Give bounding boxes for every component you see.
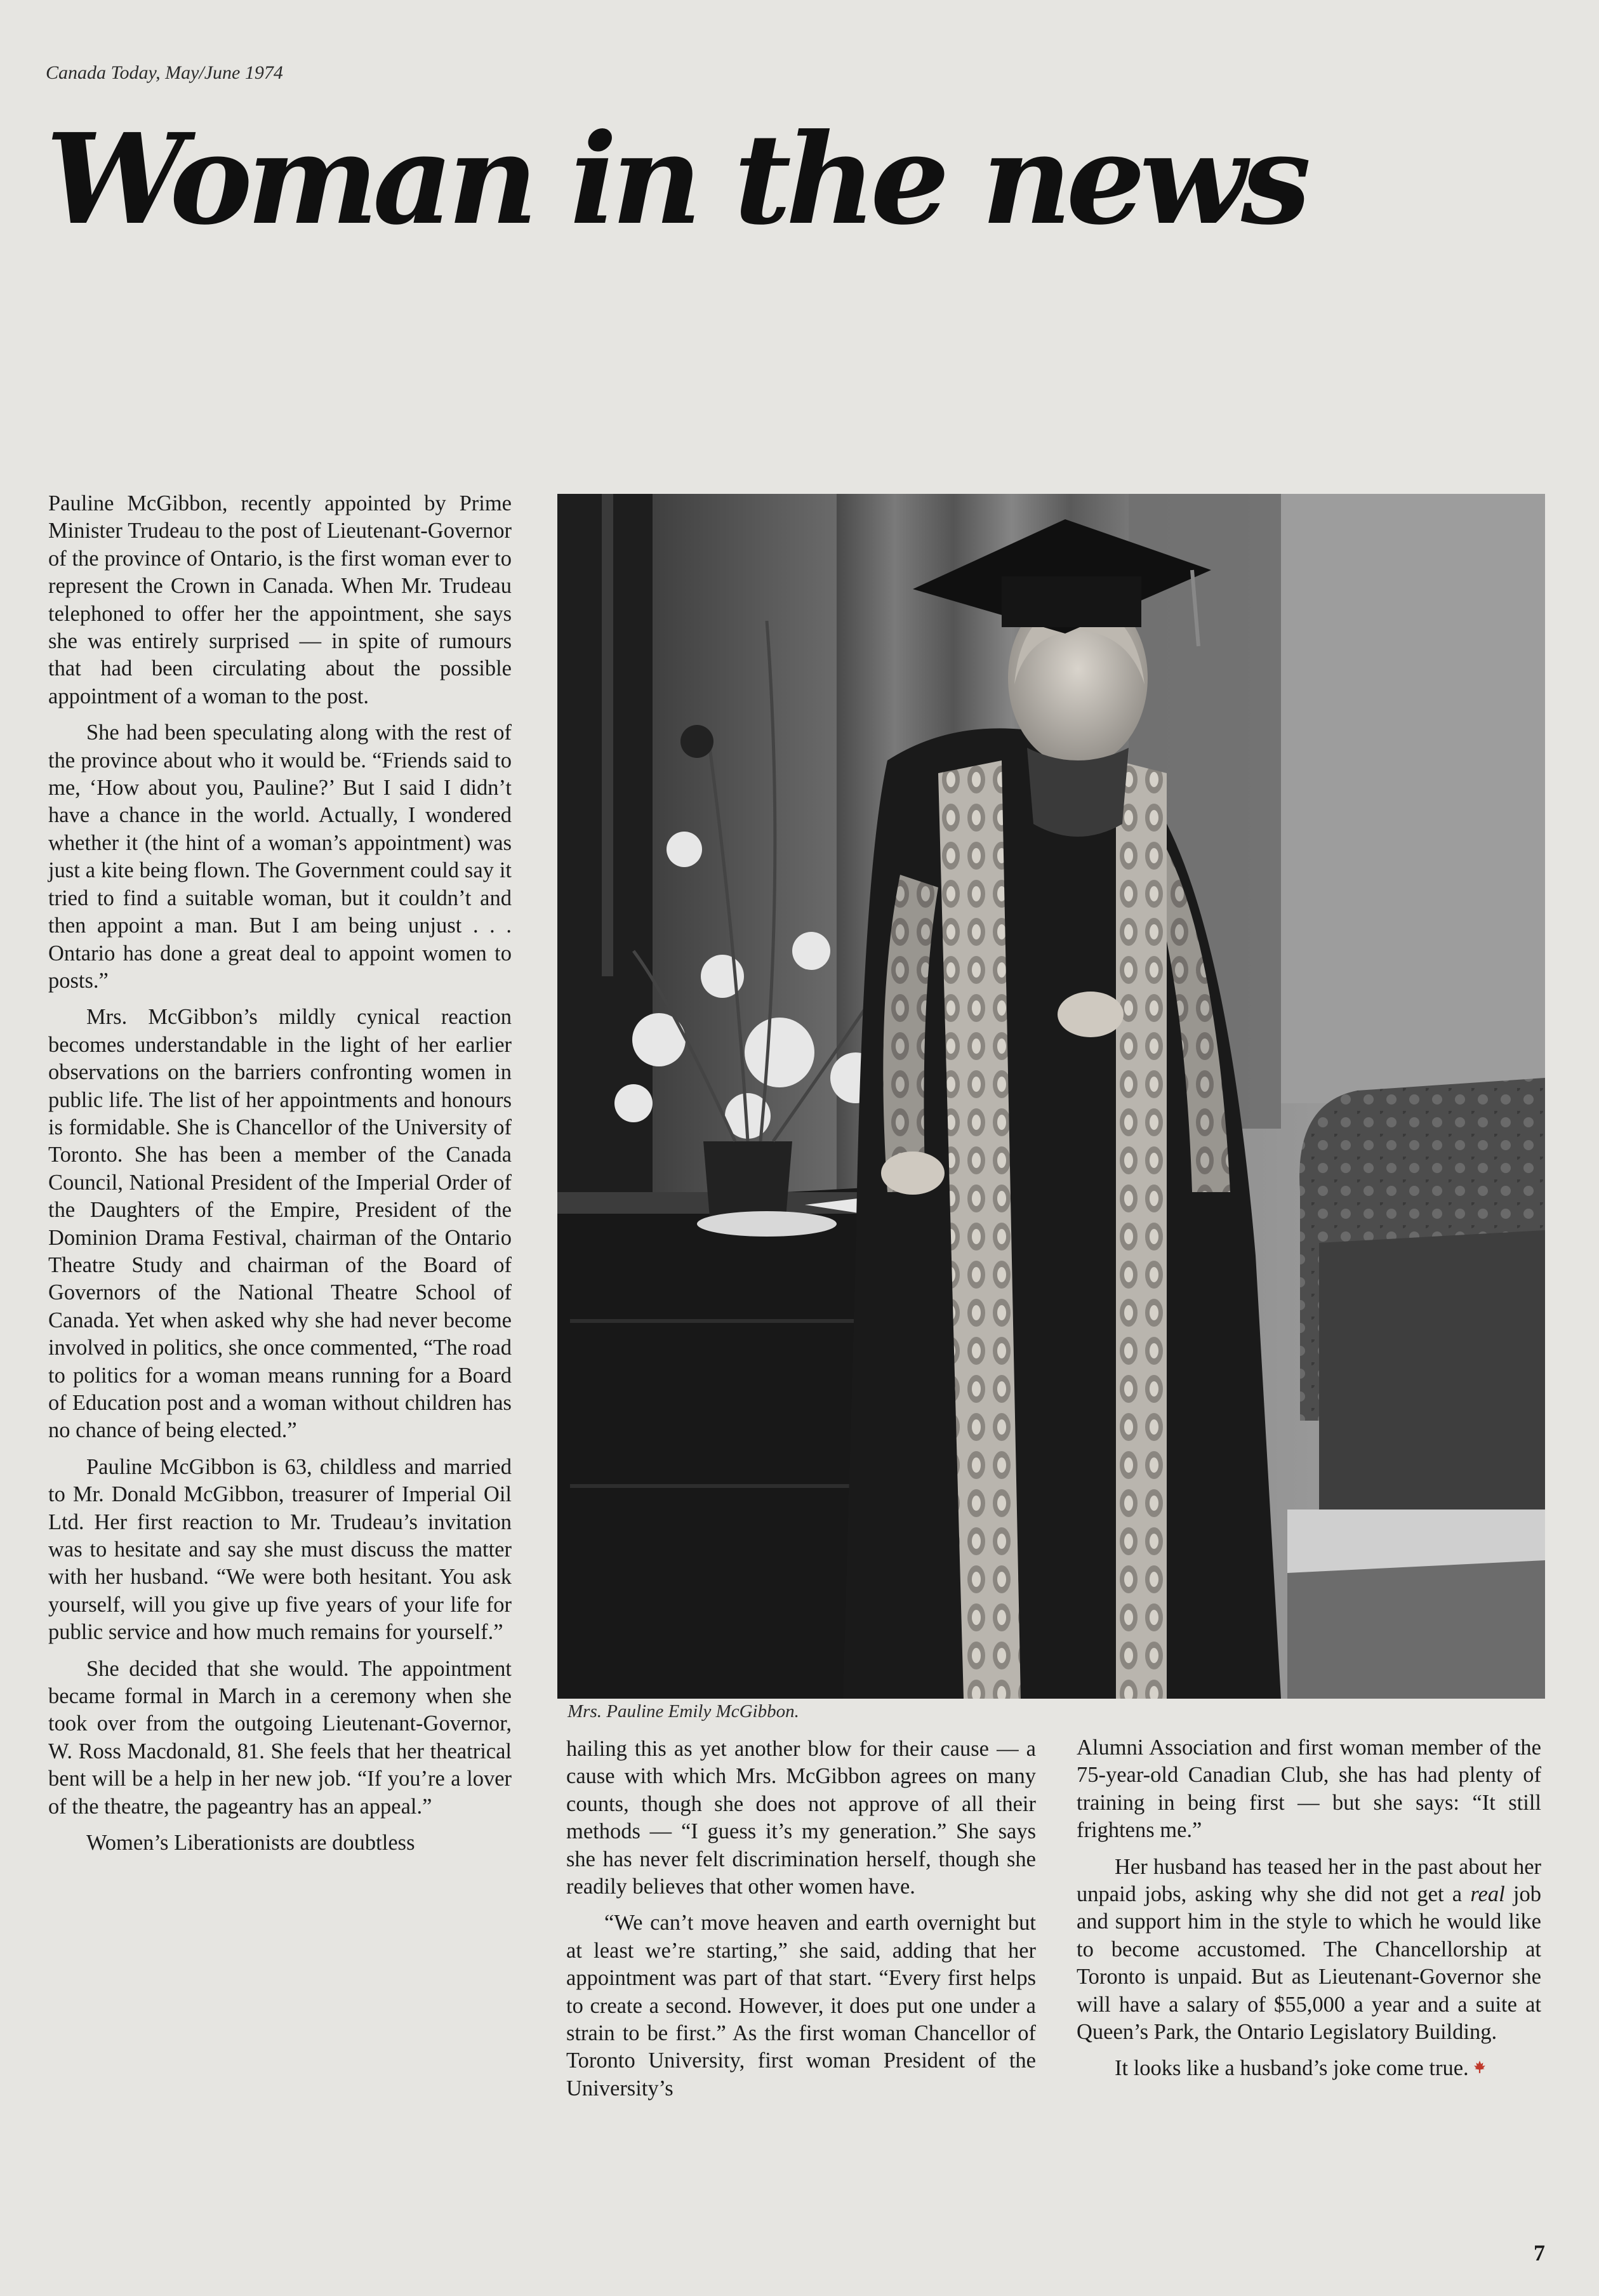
portrait-photo xyxy=(557,494,1545,1699)
paragraph: Pauline McGibbon is 63, childless and married to Mr. Donald McGibbon, treasurer of Imperial Oil Ltd. Her first reaction to Mr. Trudeau’s invitation was to hesitate and say she must discuss the matter with her husband. “We were both hesitant. You ask yourself, will you give up five years of your life for public service and how much remains for yourself.” xyxy=(48,1454,512,1645)
article-column-1 xyxy=(48,490,512,1866)
running-head: Canada Today, May/June 1974 xyxy=(46,62,283,83)
photo-caption: Mrs. Pauline Emily McGibbon. xyxy=(567,1701,799,1722)
paragraph: She decided that she would. The appointment became formal in March in a ceremony when she took over from the outgoing Lieutenant-Governor, W. Ross Macdonald, 81. She feels that her theatrical bent will be a help in her new job. “If you’re a lover of the theatre, the pageantry has an appeal.” xyxy=(48,1656,512,1819)
paragraph: Pauline McGibbon, recently appointed by Prime Minister Trudeau to the post of Lieutenant-Governor of the province of Ontario, is the first woman ever to represent the Crown in Canada. When Mr. Trudeau telephoned to offer her the appointment, she says she was entirely surprised — in spite of rumours that had been circulating about the possible appointment of a woman to the post. xyxy=(48,491,512,708)
paragraph xyxy=(1077,2055,1541,2082)
page-number: 7 xyxy=(1534,2240,1545,2266)
paragraph: Women’s Liberationists are doubtless xyxy=(86,1831,415,1855)
emphasis-real: real xyxy=(1470,1882,1505,1907)
article-column-2 xyxy=(566,1735,1036,2111)
article-column-3 xyxy=(1077,1734,1541,2092)
paragraph: hailing this as yet another blow for their cause — a cause with which Mrs. McGibbon agrees on many counts, though she does not approve of all their methods — “I guess it’s my generation.” She says she has never felt discrimination herself, though she readily believes that other women have. xyxy=(566,1737,1036,1899)
paragraph: “We can’t move heaven and earth overnight but at least we’re starting,” she said, adding that her appointment was part of that start. “Every first helps to create a second. However, it does put one under a strain to be first.” As the first woman Chancellor of Toronto University, first woman President of the University’s xyxy=(566,1911,1036,2100)
paragraph-text: job and support him in the style to which he would like to become accustomed. The Chancellorship at Toronto is unpaid. But as Lieutenant-Governor she will have a salary of $55,000 a year and a suite at Queen’s Park, the Ontario Legislatory Building. xyxy=(1077,1882,1541,2045)
paragraph: Mrs. McGibbon’s mildly cynical reaction becomes understandable in the light of her earlier observations on the barriers confronting women in public life. The list of her appointments and honours is formidable. She is Chancellor of the University of Toronto. She has been a member of the Canada Council, National President of the Imperial Order of the Daughters of the Empire, President of the Dominion Drama Festival, chairman of the Ontario Theatre Study and chairman of the Board of Governors of the National Theatre School of Canada. Yet when asked why she had never become involved in politics, she once commented, “The road to politics for a woman means running for a Board of Education post and a woman without children has no chance of being elected.” xyxy=(48,1005,512,1443)
paragraph xyxy=(1077,1854,1541,2047)
maple-leaf-icon xyxy=(1473,2060,1487,2074)
paragraph: Alumni Association and first woman member of the 75-year-old Canadian Club, she has had plenty of training in being first — but she says: “It still frightens me.” xyxy=(1077,1735,1541,1843)
paragraph-text: Her husband has teased her in the past about her unpaid jobs, asking why she did not get a xyxy=(1077,1854,1541,1907)
paragraph: She had been speculating along with the rest of the province about who it would be. “Friends said to me, ‘How about you, Pauline?’ But I said I didn’t have a chance in the world. Actually, I wondered whether it (the hint of a woman’s appointment) was just a kite being flown. The Government could say it tried to find a suitable woman, but it couldn’t and then appoint a man. But I am being unjust . . . Ontario has done a great deal to appoint women to posts.” xyxy=(48,720,512,993)
headline: Woman in the news xyxy=(46,107,1306,253)
paragraph-text: It looks like a husband’s joke come true. xyxy=(1115,2056,1469,2081)
